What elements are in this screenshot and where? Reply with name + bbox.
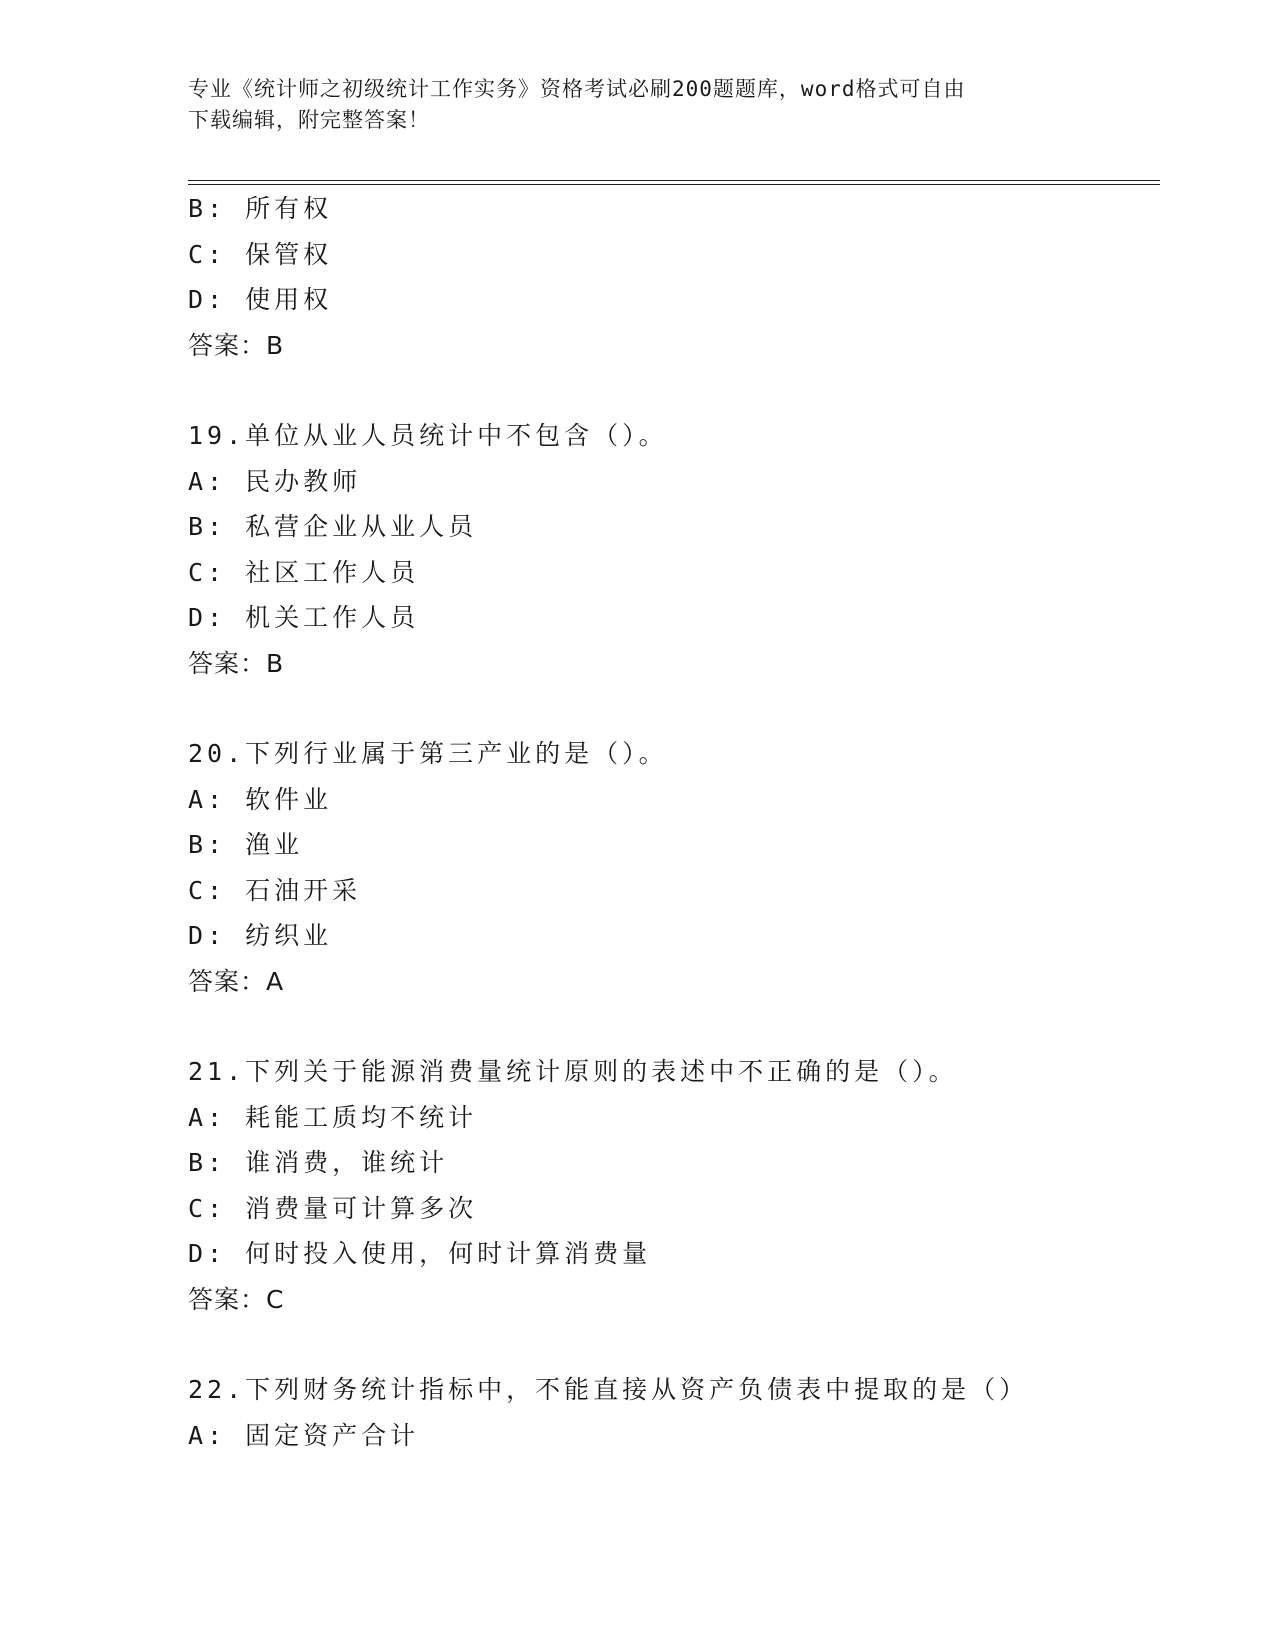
option-a: A: 软件业 [188,784,333,814]
option-a: A: 固定资产合计 [188,1420,420,1450]
question-gap [188,1004,1160,1049]
question-block-22 [188,1367,1160,1458]
option-b: B: 私营企业从业人员 [188,512,478,541]
option-a: A: 耗能工质均不统计 [188,1102,478,1132]
option-c: C: 社区工作人员 [188,557,420,587]
question-block-18 [188,186,1160,368]
question-gap [188,1322,1160,1367]
answer-line: 答案：A [188,966,285,996]
option-c: C: 保管权 [188,239,333,269]
option-d: D: 何时投入使用，何时计算消费量 [188,1239,652,1268]
answer-line: 答案：B [188,330,285,360]
option-c: C: 石油开采 [188,875,362,905]
question-gap [188,368,1160,413]
option-a: A: 民办教师 [188,466,362,496]
answer-line: 答案：C [188,1284,285,1314]
option-d: D: 机关工作人员 [188,603,420,632]
option-d: D: 使用权 [188,285,333,314]
document-header [188,74,1068,136]
option-d: D: 纺织业 [188,921,333,950]
option-c: C: 消费量可计算多次 [188,1193,478,1223]
question-block-21 [188,1049,1160,1322]
question-stem: 21.下列关于能源消费量统计原则的表述中不正确的是（）。 [188,1057,958,1086]
option-b: B: 渔业 [188,830,304,859]
header-line-1: 专业《统计师之初级统计工作实务》资格考试必刷200题题库，word格式可自由 [188,77,966,101]
question-list [188,186,1160,1458]
option-b: B: 谁消费，谁统计 [188,1148,449,1177]
question-block-20 [188,731,1160,1004]
header-line-2: 下载编辑，附完整答案！ [188,108,430,132]
answer-line: 答案：B [188,648,285,678]
question-stem: 19.单位从业人员统计中不包含（）。 [188,421,668,450]
question-stem: 22.下列财务统计指标中，不能直接从资产负债表中提取的是（） [188,1375,1029,1404]
option-b: B: 所有权 [188,194,333,223]
question-block-19 [188,413,1160,686]
question-gap [188,686,1160,731]
header-divider [188,180,1160,185]
question-stem: 20.下列行业属于第三产业的是（）。 [188,739,668,768]
